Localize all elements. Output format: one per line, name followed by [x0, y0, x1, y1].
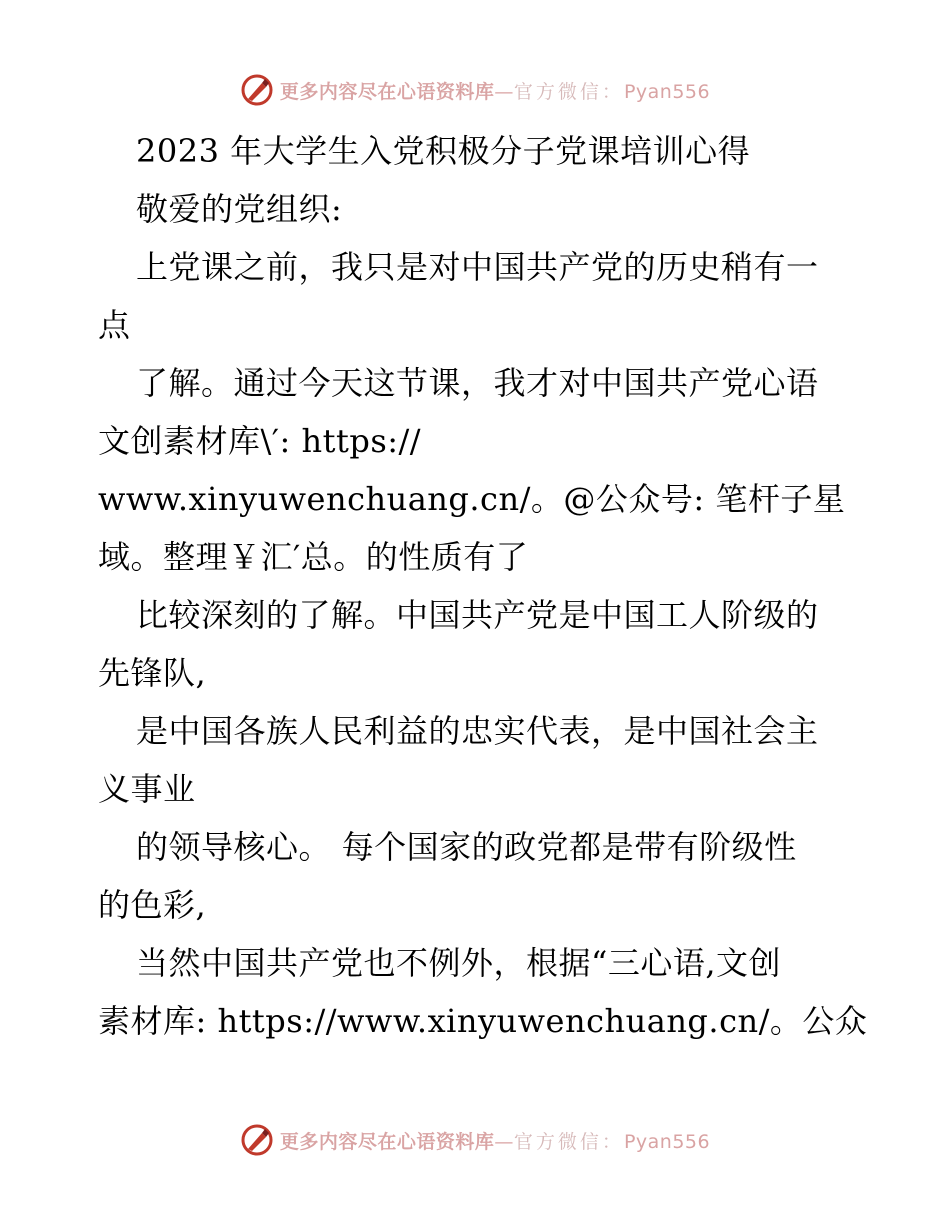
text-line: 上党课之前，我只是对中国共产党的历史稍有一: [136, 248, 819, 286]
banner-wechat-id: Pyan556: [623, 80, 711, 103]
text-line: 比较深刻的了解。中国共产党是中国工人阶级的: [136, 596, 819, 634]
header-banner: [0, 70, 950, 110]
banner-wechat-label: 官方微信：: [513, 1130, 624, 1153]
text-line: 义事业: [98, 770, 196, 808]
banner-dash: —: [494, 80, 514, 103]
pen-logo-icon: [240, 73, 274, 107]
banner-main: 更多内容尽在心语资料库: [279, 1130, 495, 1153]
text-line: 当然中国共产党也不例外，根据“三心语,文创: [136, 944, 782, 982]
banner-dash: —: [494, 1130, 514, 1153]
footer-banner: [0, 1120, 950, 1160]
text-line: 素材库: https://www.xinyuwenchuang.cn/。公众: [98, 1002, 868, 1040]
text-line: 域。整理￥汇′总。的性质有了: [98, 538, 529, 576]
text-line: 了解。通过今天这节课，我才对中国共产党心语: [136, 364, 819, 402]
banner-text: [280, 77, 710, 104]
text-line: 先锋队,: [98, 654, 207, 692]
document-body: [98, 122, 868, 1050]
text-line: 是中国各族人民利益的忠实代表，是中国社会主: [136, 712, 819, 750]
text-line: www.xinyuwenchuang.cn/。@公众号: 笔杆子星: [98, 480, 846, 518]
text-line: 敬爱的党组织:: [136, 190, 343, 228]
text-line: 的领导核心。 每个国家的政党都是带有阶级性: [136, 828, 797, 866]
pen-logo-icon: [240, 1123, 274, 1157]
text-line: 点: [98, 306, 131, 344]
banner-main: 更多内容尽在心语资料库: [279, 80, 495, 103]
banner-text: [280, 1127, 710, 1154]
banner-wechat-id: Pyan556: [623, 1130, 711, 1153]
text-line: 文创素材库\′: https://: [98, 422, 422, 460]
text-line: 的色彩,: [98, 886, 207, 924]
banner-wechat-label: 官方微信：: [513, 80, 624, 103]
text-line: 2023 年大学生入党积极分子党课培训心得: [136, 132, 751, 170]
